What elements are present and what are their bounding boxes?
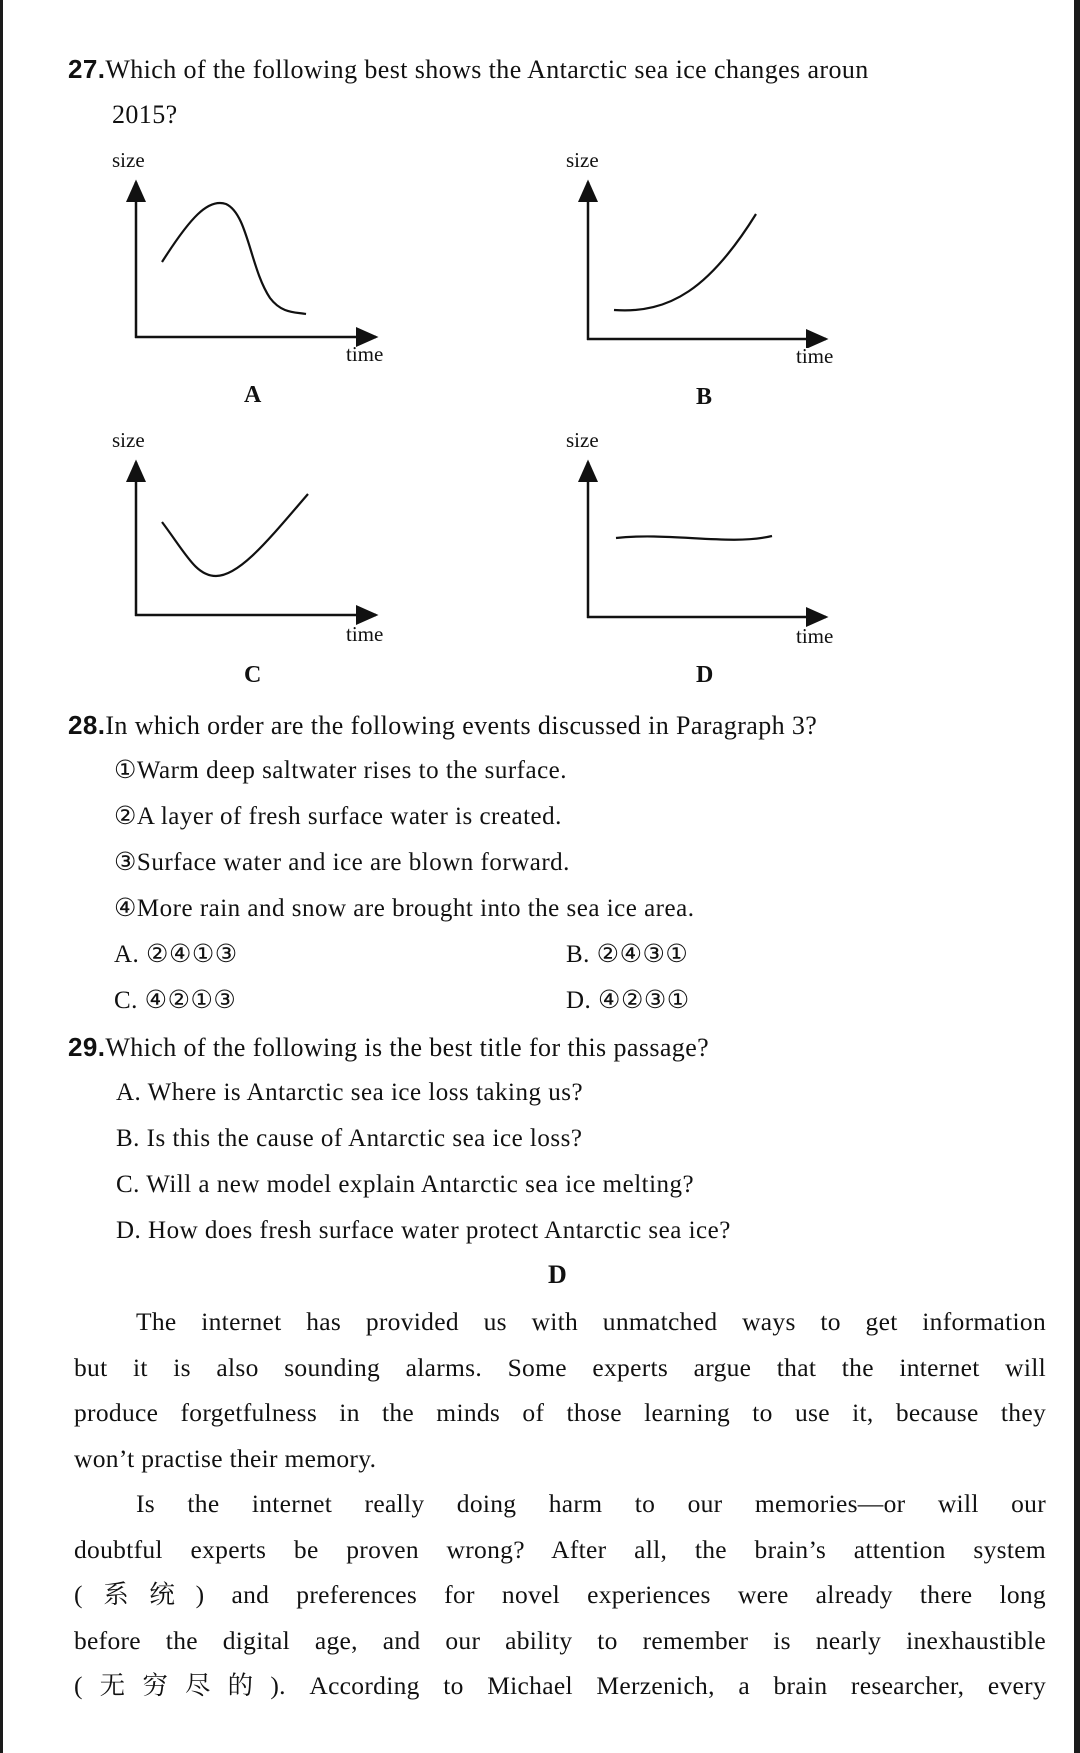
question-27-continuation: 2015? [112, 100, 178, 129]
y-axis-label: size [566, 148, 599, 172]
curve [162, 494, 308, 576]
curve [162, 203, 306, 314]
text-line: won’t practise their memory. [74, 1443, 377, 1473]
text-line: (无穷尽的). According to Michael Merzenich, a brain researcher, every [74, 1671, 1046, 1700]
text-line: (系统) and preferences for novel experiences were already there long [74, 1580, 1046, 1609]
question-text: In which order are the following events discussed in Paragraph 3? [105, 711, 818, 740]
graph-b[interactable] [560, 148, 860, 408]
text-line: but it is also sounding alarms. Some experts argue that the internet will [74, 1352, 1046, 1382]
question-27 [68, 54, 869, 85]
graph-b-plot [560, 148, 860, 348]
question-text: Which of the following best shows the Antarctic sea ice changes aroun [105, 55, 869, 84]
y-axis-label: size [112, 428, 145, 452]
text-line: doubtful experts be proven wrong? After all, the brain’s attention system [74, 1534, 1046, 1564]
x-axis-label: time [796, 624, 834, 648]
graph-d-plot [560, 428, 860, 628]
question-text: Which of the following is the best title for this passage? [105, 1033, 710, 1062]
option-a[interactable]: A. ②④①③ [114, 941, 238, 968]
curve [616, 536, 772, 540]
option-a[interactable]: A. Where is Antarctic sea ice loss taking us? [116, 1079, 584, 1106]
text-line: produce forgetfulness in the minds of those learning to use it, because they [74, 1398, 1046, 1427]
option-b[interactable]: B. Is this the cause of Antarctic sea ice loss? [116, 1125, 583, 1152]
option-d[interactable]: D. How does fresh surface water protect Antarctic sea ice? [116, 1217, 731, 1244]
graph-c-plot [110, 428, 410, 628]
graph-letter: C [244, 662, 262, 688]
graph-d[interactable] [560, 428, 860, 688]
graph-c[interactable] [110, 428, 410, 688]
text-line: The internet has provided us with unmatched ways to get information [136, 1307, 1046, 1336]
y-axis-label: size [566, 428, 599, 452]
question-29 [68, 1032, 709, 1063]
question-28 [68, 710, 817, 741]
text-line: Is the internet really doing harm to our memories—or will our [136, 1489, 1046, 1518]
event-2: ②A layer of fresh surface water is created. [114, 803, 562, 830]
question-number: 27. [68, 54, 106, 84]
x-axis-label: time [796, 344, 834, 368]
graph-a-plot [110, 148, 410, 348]
passage-paragraph-1 [74, 1299, 1046, 1481]
event-3: ③Surface water and ice are blown forward. [114, 849, 570, 876]
text-line: before the digital age, and our ability to remember is nearly inexhaustible [74, 1625, 1046, 1655]
x-axis-label: time [346, 622, 384, 646]
question-number: 28. [68, 710, 106, 740]
graph-a[interactable] [110, 148, 410, 408]
graph-letter: D [696, 662, 714, 688]
option-c[interactable]: C. ④②①③ [114, 987, 237, 1014]
event-4: ④More rain and snow are brought into the sea ice area. [114, 895, 695, 922]
section-heading: D [548, 1260, 567, 1289]
y-axis-label: size [112, 148, 145, 172]
graph-letter: A [244, 382, 262, 408]
graph-letter: B [696, 384, 713, 410]
option-d[interactable]: D. ④②③① [566, 987, 690, 1014]
passage-paragraph-2 [74, 1481, 1046, 1709]
option-b[interactable]: B. ②④③① [566, 941, 689, 968]
event-1: ①Warm deep saltwater rises to the surface. [114, 757, 568, 784]
x-axis-label: time [346, 342, 384, 366]
question-number: 29. [68, 1032, 106, 1062]
curve [614, 214, 756, 310]
option-c[interactable]: C. Will a new model explain Antarctic sea ice melting? [116, 1171, 695, 1198]
